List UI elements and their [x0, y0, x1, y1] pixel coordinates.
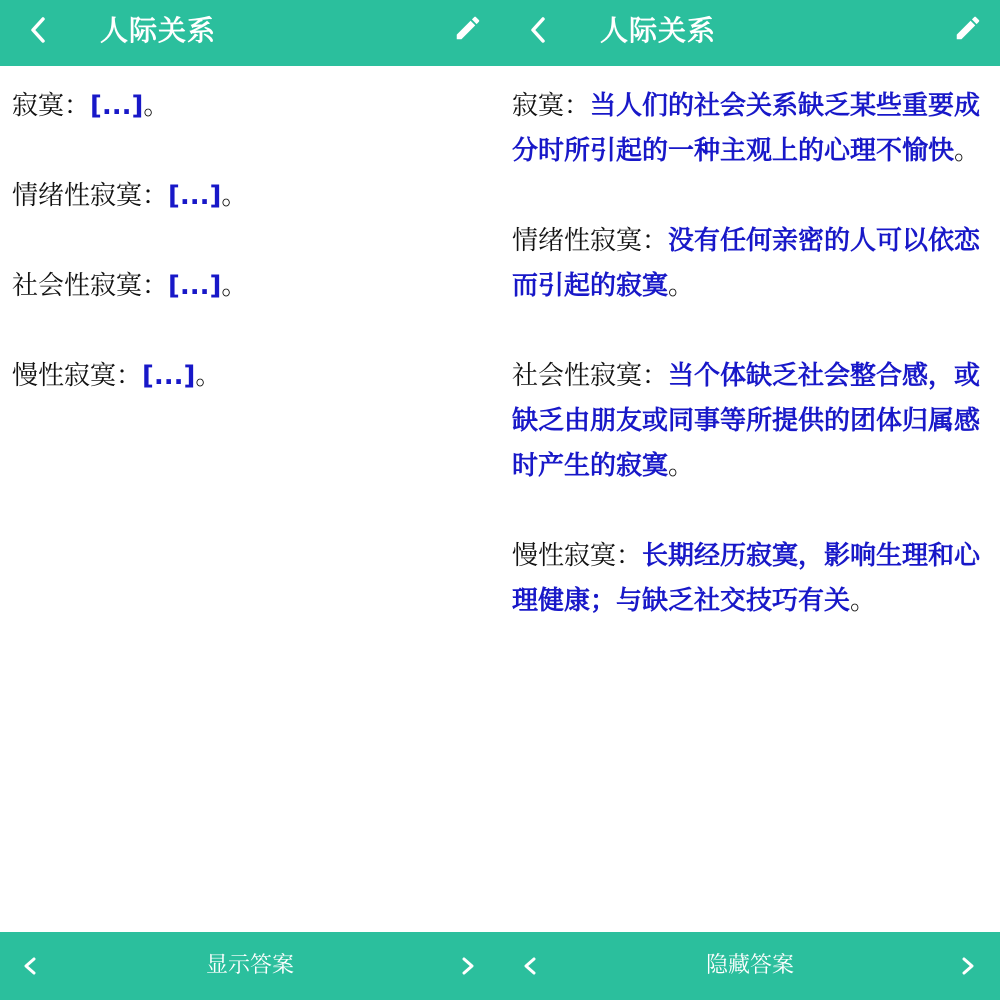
entry-loneliness	[512, 84, 988, 174]
entry-loneliness	[12, 84, 488, 129]
back-button[interactable]	[520, 12, 556, 48]
chevron-left-icon	[526, 15, 550, 45]
pencil-icon	[453, 13, 483, 43]
entry-end: 。	[221, 271, 248, 301]
edit-button[interactable]	[950, 10, 986, 46]
entry-term: 寂寞：	[12, 91, 91, 121]
show-answer-button[interactable]: 显示答案	[205, 953, 294, 978]
entry-social-loneliness	[512, 354, 988, 489]
answer-text: 当人们的社会关系缺乏某些重要成分时所引起的一种主观上的心理不愉快	[512, 91, 981, 166]
top-app-bar	[500, 0, 1000, 66]
bottom-nav-bar	[500, 932, 1000, 1000]
entry-term: 情绪性寂寞：	[512, 226, 669, 256]
entry-term: 社会性寂寞：	[512, 361, 669, 391]
entry-end: 。	[195, 361, 222, 391]
entry-end: 。	[668, 271, 695, 301]
entry-chronic-loneliness	[512, 534, 988, 624]
chevron-right-icon	[459, 954, 477, 978]
entry-emotional-loneliness	[512, 219, 988, 309]
next-card-button[interactable]	[448, 946, 488, 986]
page-title: 人际关系	[100, 14, 217, 47]
chevron-left-icon	[26, 15, 50, 45]
card-content	[0, 66, 500, 932]
cloze-placeholder: [...]	[90, 91, 144, 121]
entry-end: 。	[954, 136, 981, 166]
edit-button[interactable]	[450, 10, 486, 46]
answer-text: 没有任何亲密的人可以依恋而引起的寂寞	[512, 226, 981, 301]
entry-term: 慢性寂寞：	[512, 541, 643, 571]
entry-term: 情绪性寂寞：	[12, 181, 169, 211]
entry-term: 社会性寂寞：	[12, 271, 169, 301]
entry-term: 寂寞：	[512, 91, 591, 121]
card-back-panel	[500, 0, 1000, 1000]
entry-term: 慢性寂寞：	[12, 361, 143, 391]
entry-emotional-loneliness	[12, 174, 488, 219]
page-title: 人际关系	[600, 14, 717, 47]
top-app-bar	[0, 0, 500, 66]
entry-end: 。	[850, 586, 877, 616]
hide-answer-button[interactable]: 隐藏答案	[705, 953, 794, 978]
entry-end: 。	[143, 91, 170, 121]
bottom-nav-bar	[0, 932, 500, 1000]
back-button[interactable]	[20, 12, 56, 48]
entry-end: 。	[221, 181, 248, 211]
next-card-button[interactable]	[948, 946, 988, 986]
pencil-icon	[953, 13, 983, 43]
card-content	[500, 66, 1000, 932]
entry-end: 。	[668, 451, 695, 481]
answer-text: 当个体缺乏社会整合感，或缺乏由朋友或同事等所提供的团体归属感时产生的寂寞	[512, 361, 981, 481]
cloze-placeholder: [...]	[168, 181, 222, 211]
chevron-right-icon	[959, 954, 977, 978]
answer-text: 长期经历寂寞，影响生理和心理健康；与缺乏社交技巧有关	[512, 541, 981, 616]
cloze-placeholder: [...]	[142, 361, 196, 391]
entry-social-loneliness	[12, 264, 488, 309]
entry-chronic-loneliness	[12, 354, 488, 399]
cloze-placeholder: [...]	[168, 271, 222, 301]
